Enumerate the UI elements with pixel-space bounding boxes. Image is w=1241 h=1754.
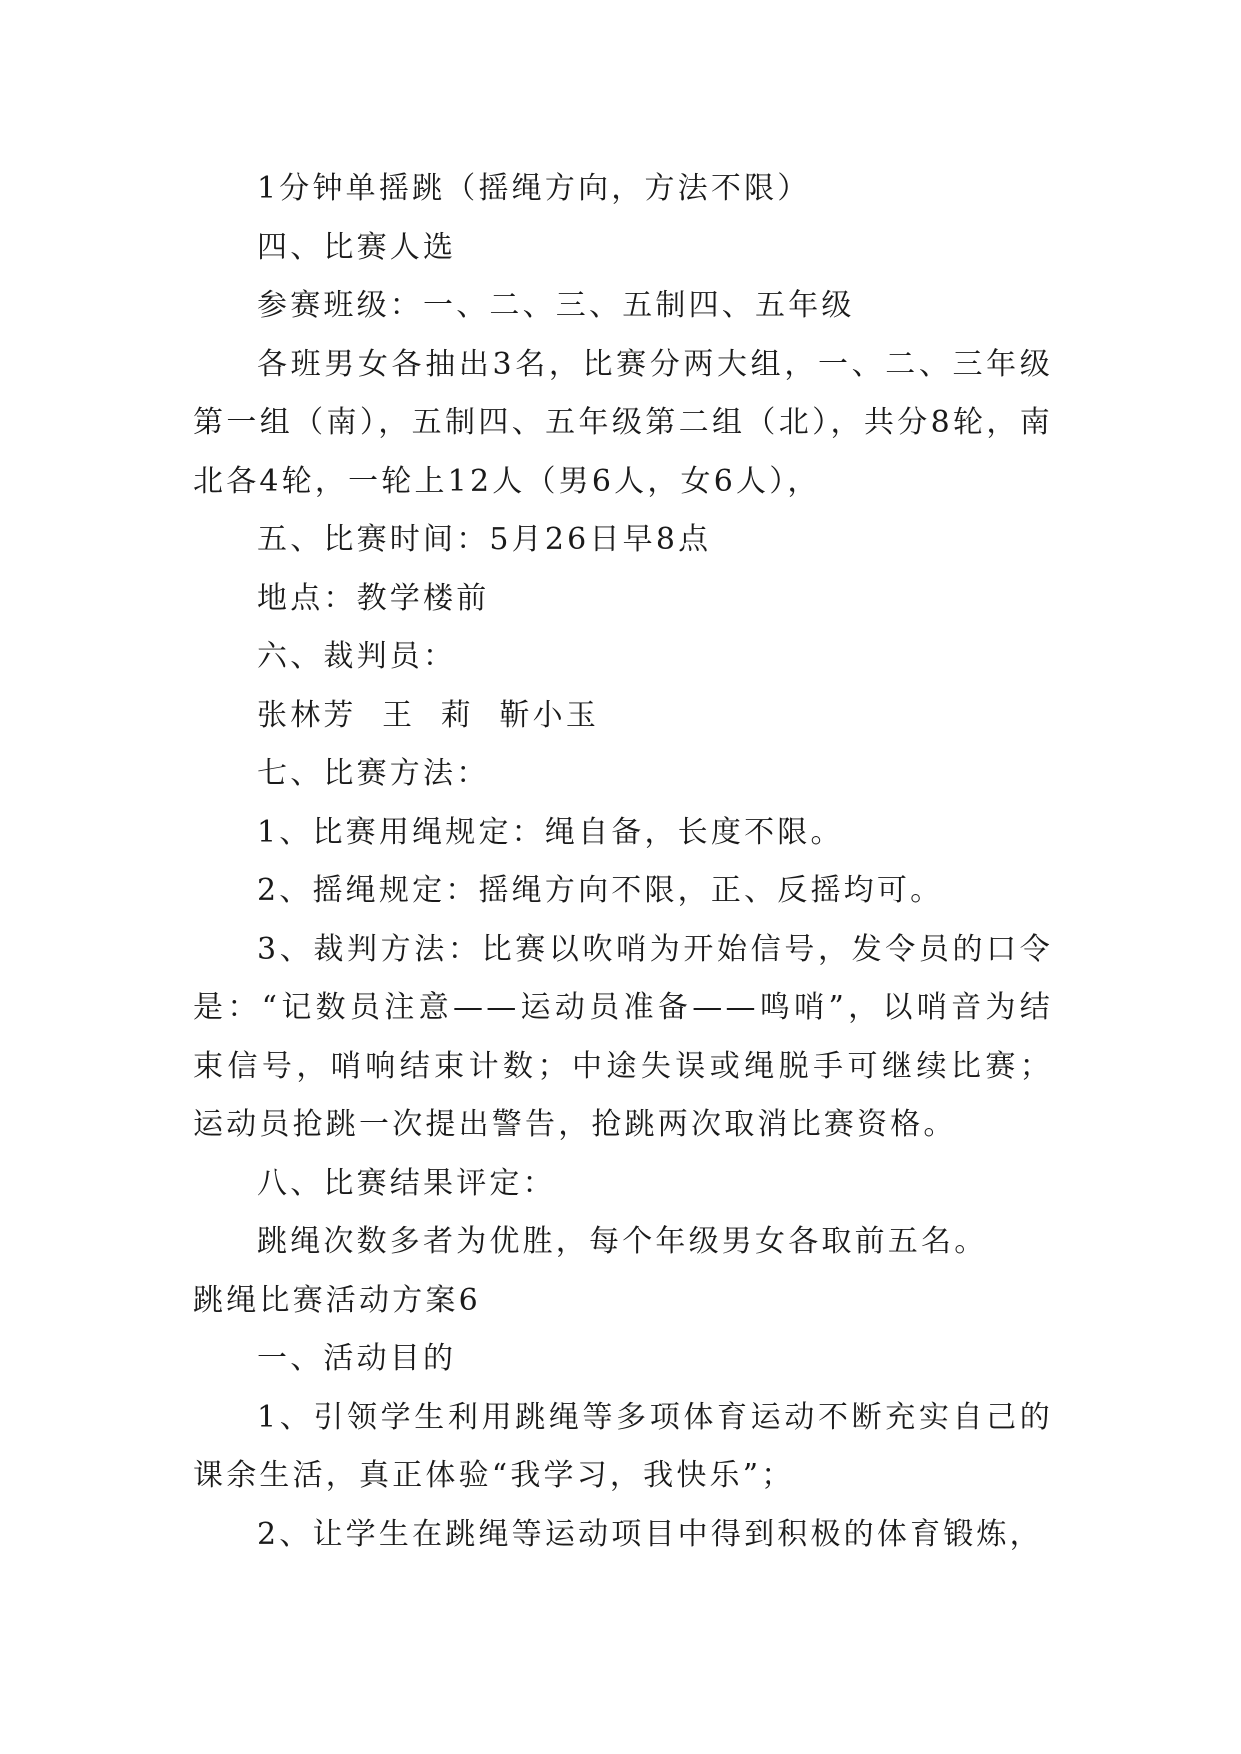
document-body (193, 160, 1053, 1564)
document-section-title: 跳绳比赛活动方案6 (193, 1282, 481, 1318)
paragraph-rule-rope: 1、比赛用绳规定：绳自备，长度不限。 (257, 814, 844, 850)
section-heading-time: 五、比赛时间：5月26日早8点 (257, 522, 712, 557)
paragraph-purpose-2: 2、让学生在跳绳等运动项目中得到积极的体育锻炼， (257, 1516, 1043, 1552)
section-heading-method: 七、比赛方法： (257, 756, 490, 791)
paragraph-classes: 参赛班级：一、二、三、五制四、五年级 (257, 288, 855, 323)
paragraph-referee-names: 张林芳 王 莉 靳小玉 (257, 697, 600, 733)
paragraph-rope-event: 1分钟单摇跳（摇绳方向，方法不限） (257, 171, 811, 206)
section-heading-referees: 六、裁判员： (257, 639, 457, 674)
section-heading-purpose: 一、活动目的 (257, 1341, 457, 1376)
paragraph-location: 地点：教学楼前 (257, 580, 490, 616)
paragraph-rule-swing: 2、摇绳规定：摇绳方向不限，正、反摇均可。 (257, 873, 944, 908)
paragraph-purpose-1: 1、引领学生利用跳绳等多项体育运动不断充实自己的课余生活，真正体验“我学习，我快乐”； (193, 1399, 1053, 1493)
section-heading-results: 八、比赛结果评定： (257, 1165, 556, 1201)
section-heading-participants: 四、比赛人选 (257, 229, 457, 265)
paragraph-results: 跳绳次数多者为优胜，每个年级男女各取前五名。 (257, 1224, 988, 1259)
paragraph-rule-judging: 3、裁判方法：比赛以吹哨为开始信号，发令员的口令是：“记数员注意——运动员准备——鸣哨”，以哨音为结束信号，哨响结束计数；中途失误或绳脱手可继续比赛；运动员抢跳一次提出警告，抢跳两次取消比赛资格。 (193, 931, 1053, 1142)
paragraph-groups: 各班男女各抽出3名，比赛分两大组，一、二、三年级第一组（南），五制四、五年级第二组（北），共分8轮，南北各4轮，一轮上12人（男6人，女6人）， (193, 346, 1053, 499)
